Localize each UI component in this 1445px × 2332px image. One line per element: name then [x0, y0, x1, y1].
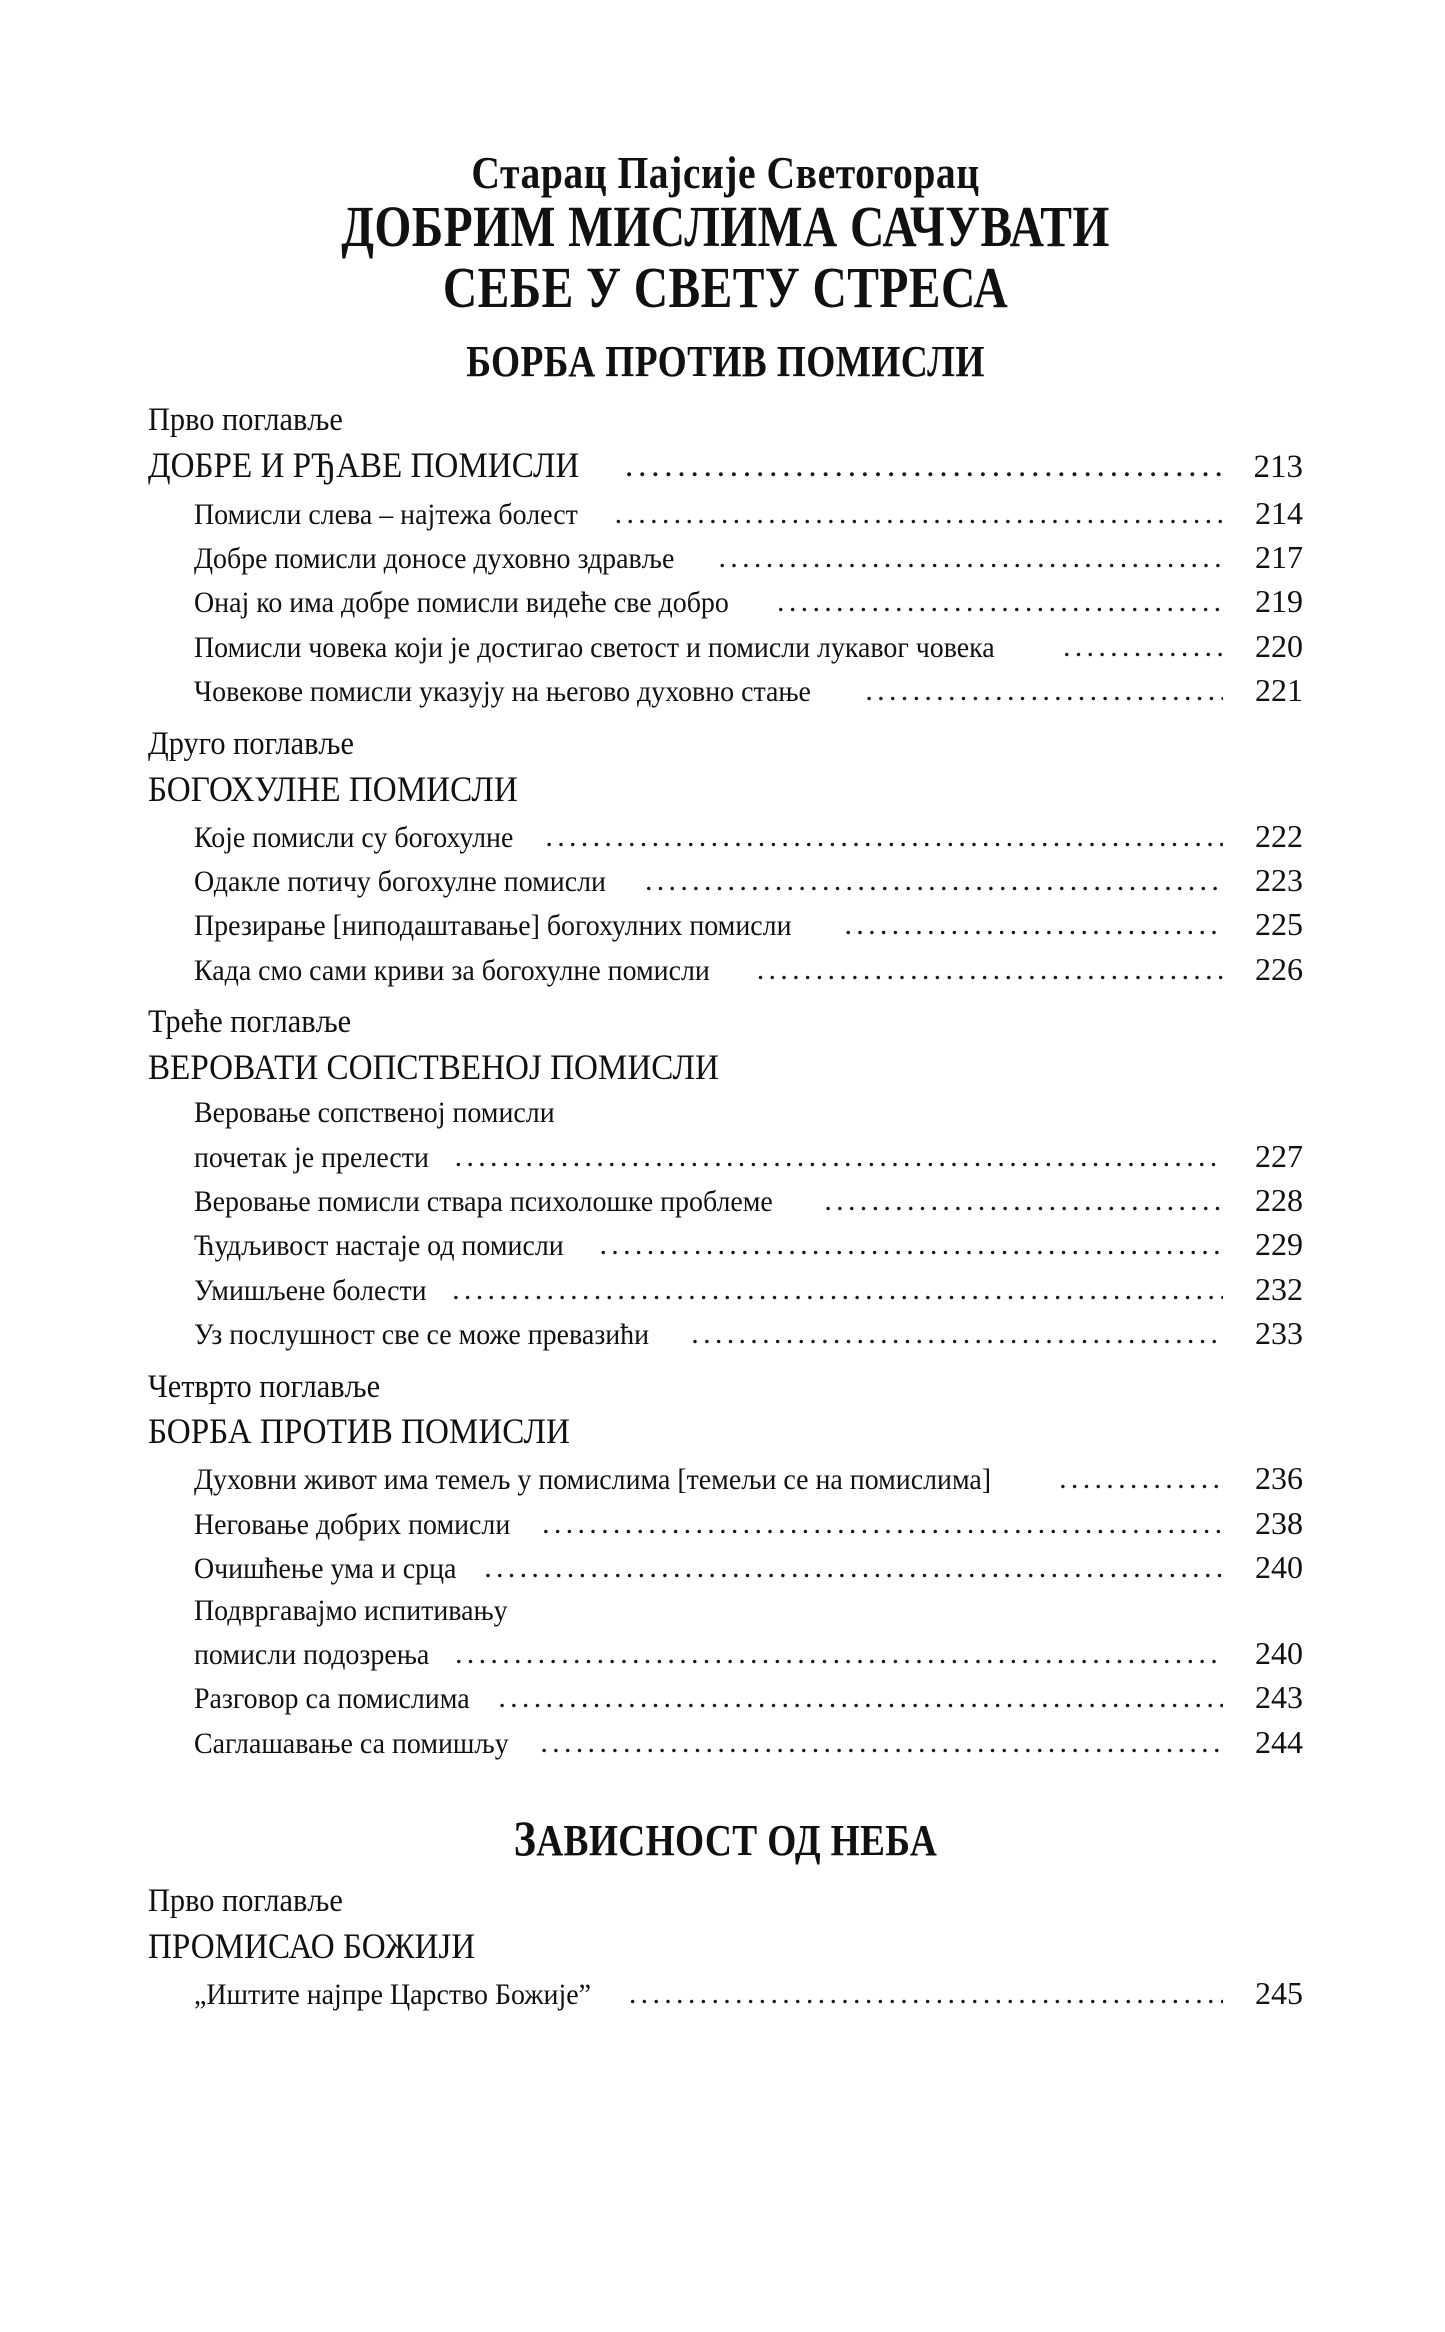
toc-entry-page: 238: [1255, 1504, 1303, 1541]
chapter-title-4: БОРБА ПРОТИВ ПОМИСЛИ: [148, 1411, 570, 1452]
dot-leader: [625, 444, 1223, 488]
dot-leader: [615, 493, 1223, 534]
toc-entry-label: Презирање [ниподаштавање] богохулних помисли: [194, 909, 792, 943]
chapter-title-3: ВЕРОВАТИ СОПСТВЕНОЈ ПОМИСЛИ: [148, 1047, 719, 1088]
toc-entry[interactable]: [148, 668, 1303, 712]
toc-entry-label: почетак је прелести: [194, 1140, 429, 1174]
chapter-title-row-2[interactable]: [148, 766, 1303, 812]
chapter-title-2: БОГОХУЛНЕ ПОМИСЛИ: [148, 768, 518, 809]
toc-entry-page: 222: [1255, 817, 1303, 854]
toc-entry[interactable]: [148, 1501, 1303, 1545]
toc-entry-label: Умишљене болести: [194, 1273, 427, 1307]
toc-entry-label: Веровање помисли ствара психолошке проблеме: [194, 1184, 773, 1218]
toc-entry-label: Подвргавајмо испитивању: [194, 1593, 508, 1627]
toc-entry-page: 225: [1255, 906, 1303, 943]
book-author-line: Старац Пајсије Светогорац: [471, 148, 980, 198]
dot-leader: [600, 1224, 1224, 1265]
dot-leader: [542, 1503, 1223, 1544]
toc-entry-page: 221: [1255, 672, 1303, 709]
toc-entry-label: Духовни живот има темељ у помислима [темељи се на помислима]: [194, 1463, 992, 1497]
chapter-block-1: [148, 399, 1303, 712]
dot-leader: [865, 670, 1223, 711]
dot-leader: [452, 1269, 1223, 1310]
toc-entry-label: Када смо сами криви за богохулне помисли: [194, 953, 710, 987]
toc-entry-page: 214: [1255, 494, 1303, 531]
dot-leader: [455, 1633, 1223, 1674]
toc-entry[interactable]: [148, 1675, 1303, 1719]
toc-entry-page: 233: [1255, 1315, 1303, 1352]
toc-entry-label: Ћудљивост настаје од помисли: [194, 1229, 564, 1263]
dot-leader: [719, 537, 1224, 578]
book-title-block: [148, 148, 1303, 320]
toc-entry-page: 220: [1255, 627, 1303, 664]
chapter-title-row-4[interactable]: [148, 1408, 1303, 1454]
book-title-line-2: СЕБЕ У СВЕТУ СТРЕСА: [442, 254, 1009, 320]
toc-entry-label: Веровање сопственој помисли: [194, 1096, 555, 1130]
chapter-title-1: ДОБРЕ И РЂАВЕ ПОМИСЛИ: [148, 445, 580, 486]
toc-entry-page: 232: [1255, 1270, 1303, 1307]
toc-entry[interactable]: [148, 947, 1303, 991]
toc-entry-page: 219: [1255, 583, 1303, 620]
toc-entry-page: 226: [1255, 950, 1303, 987]
toc-entry[interactable]: [148, 1092, 1303, 1133]
toc-entry-label: Помисли слева – најтежа болест: [194, 497, 578, 531]
toc-entry[interactable]: [148, 1971, 1303, 2015]
dot-leader: [645, 860, 1223, 901]
book-title-line-1: ДОБРИМ МИСЛИМА САЧУВАТИ: [341, 193, 1110, 259]
chapter-block-2: [148, 723, 1303, 992]
chapter-title-5: ПРОМИСАО БОЖИЈИ: [148, 1926, 476, 1967]
toc-entry-label: Саглашавање са помишљу: [194, 1726, 509, 1760]
toc-content: [148, 150, 1303, 2016]
toc-entry[interactable]: [148, 814, 1303, 858]
toc-entry[interactable]: [148, 1267, 1303, 1311]
toc-entry-page: 227: [1255, 1137, 1303, 1174]
dot-leader: [777, 581, 1223, 622]
toc-entry[interactable]: [148, 902, 1303, 946]
chapter-block-4: [148, 1366, 1303, 1765]
toc-entry-label: Добре помисли доносе духовно здравље: [194, 542, 675, 576]
toc-entry[interactable]: [148, 1720, 1303, 1764]
toc-entry-page: 243: [1255, 1679, 1303, 1716]
toc-entry[interactable]: [148, 491, 1303, 535]
toc-entry-label: Које помисли су богохулне: [194, 820, 514, 854]
dot-leader: [498, 1677, 1223, 1718]
toc-entry[interactable]: [148, 535, 1303, 579]
toc-entry-continuation[interactable]: [148, 1134, 1303, 1178]
toc-entry-page: 223: [1255, 862, 1303, 899]
dot-leader: [844, 904, 1223, 945]
dot-leader: [455, 1136, 1223, 1177]
toc-entry[interactable]: [148, 1545, 1303, 1589]
chapter-label-2: Друго поглавље: [148, 725, 354, 762]
toc-entry-label: Очишћење ума и срца: [194, 1552, 457, 1586]
dot-leader: [757, 949, 1223, 990]
dot-leader: [629, 1973, 1223, 2014]
toc-entry[interactable]: [148, 1311, 1303, 1355]
dot-leader: [691, 1313, 1223, 1354]
toc-entry[interactable]: [148, 858, 1303, 902]
part-heading-borba-protiv-pomisli: БОРБА ПРОТИВ ПОМИСЛИ: [466, 337, 985, 387]
dot-leader: [1063, 626, 1223, 667]
toc-entry[interactable]: [148, 624, 1303, 668]
toc-entry-page: 240: [1255, 1549, 1303, 1586]
toc-entry[interactable]: [148, 1456, 1303, 1500]
chapter-page-number-1: 213: [1253, 449, 1303, 486]
dot-leader: [540, 1722, 1223, 1763]
chapter-label-5: Прво поглавље: [148, 1883, 343, 1920]
dot-leader: [1059, 1458, 1223, 1499]
part-heading-rest: АВИСНОСТ ОД НЕБА: [536, 1816, 938, 1866]
toc-entry-label: Човекове помисли указују на његово духовно стање: [194, 675, 811, 709]
toc-entry[interactable]: [148, 1178, 1303, 1222]
toc-entry-label: Неговање добрих помисли: [194, 1507, 511, 1541]
toc-entry-label: Разговор са помислима: [194, 1682, 470, 1716]
chapter-title-row-3[interactable]: [148, 1044, 1303, 1090]
dot-leader: [545, 816, 1223, 857]
toc-entry-page: 236: [1255, 1460, 1303, 1497]
toc-entry[interactable]: [148, 1590, 1303, 1631]
toc-entry-label: Помисли човека који је достигао светост и помисли лукавог човека: [194, 630, 995, 664]
chapter-label-4: Четврто поглавље: [148, 1368, 381, 1405]
toc-entry-label: помисли подозрења: [194, 1638, 430, 1672]
toc-entry-page: 217: [1255, 539, 1303, 576]
chapter-block-5: [148, 1880, 1303, 2015]
toc-entry-label: Уз послушност све се може превазићи: [194, 1318, 650, 1352]
toc-entry-label: „Иштите најпре Царство Божије”: [194, 1978, 591, 2012]
toc-entry-page: 240: [1255, 1635, 1303, 1672]
toc-entry[interactable]: [148, 579, 1303, 623]
toc-entry-page: 245: [1255, 1975, 1303, 2012]
toc-entry-page: 244: [1255, 1723, 1303, 1760]
toc-entry-continuation[interactable]: [148, 1631, 1303, 1675]
toc-entry[interactable]: [148, 1222, 1303, 1266]
chapter-block-3: [148, 1001, 1303, 1355]
chapter-label-3: Треће поглавље: [148, 1004, 352, 1041]
part-heading-initial: З: [513, 1811, 537, 1867]
chapter-title-row-1[interactable]: [148, 442, 1303, 489]
part-heading-zavisnost-od-neba: [235, 1811, 1217, 1867]
dot-leader: [484, 1547, 1223, 1588]
chapter-title-row-5[interactable]: [148, 1923, 1303, 1969]
toc-entry-label: Онај ко има добре помисли видеће све добро: [194, 586, 729, 620]
chapter-label-1: Прво поглавље: [148, 402, 343, 439]
toc-entry-page: 228: [1255, 1181, 1303, 1218]
dot-leader: [824, 1180, 1223, 1221]
toc-entry-label: Одакле потичу богохулне помисли: [194, 865, 606, 899]
toc-entry-page: 229: [1255, 1226, 1303, 1263]
